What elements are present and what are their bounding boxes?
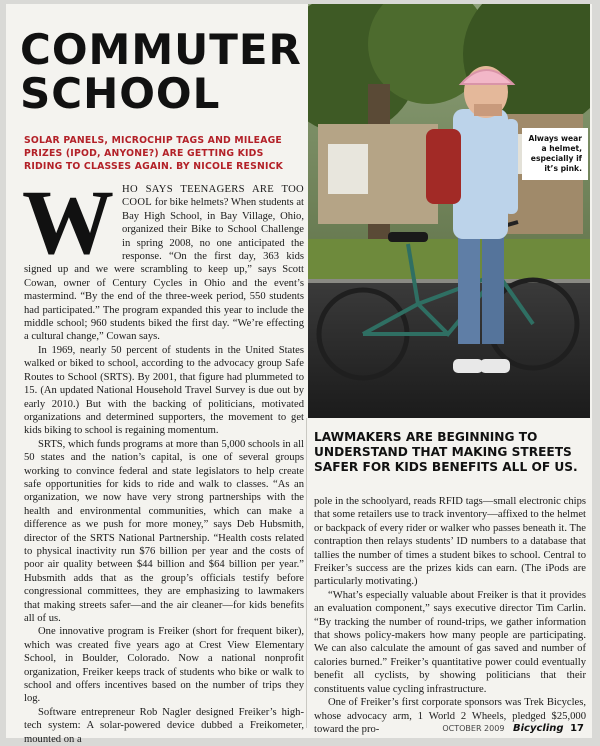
page-footer <box>442 723 584 734</box>
paragraph-4: One innovative program is Freiker (short for frequent biker), which was created five years ago at Crest View Elementary School, in Boulder, Colorado. Now a national nonprofit organization, Freiker keeps track of students who bike or walk to school and offers incentives based on the number of trips they log. <box>24 626 304 705</box>
paragraph-2: In 1969, nearly 50 percent of students in the United States walked or biked to school, according to the advocacy group Safe Routes to School (SRTS). By 2001, that figure had plummeted to 15. (An updated National Household Travel Survey is due out by early 2010.) But with the backing of politicians, motivated organizations and determined supporters, the movement to get kids biking to school is regaining momentum. <box>24 344 304 437</box>
lead-text: for bike helmets? When students at Bay High School, in Bay Village, Ohio, organized their Bike to School Challenge in spring 2008, no one anticipated the response. “On the first day, 363 kids signed up and we were scrambling to keep up,” says Scott Cowan, owner of Century Cycles in Ohio and the event’s mastermind. “By the end of the three-week period, 550 students had participated.” The program expanded this year to include the middle school; 960 students biked the first day. “We’re effecting a cultural change,” Cowan says. <box>24 197 304 343</box>
photo-caption: Always wear a helmet, especially if it’s pink. <box>522 128 588 180</box>
photo-illustration <box>308 4 590 418</box>
paragraph-right-1: pole in the schoolyard, reads RFID tags—small electronic chips that some retailers use to track inventory—affixed to the helmet or backpack of every rider or walker who passes beneath it. The contraption then relays students’ ID numbers to a database that tallies the number of times a student bikes to school. Central to Freiker’s success are the prizes kids can earn. (The iPods are particularly motivating.) <box>314 496 586 588</box>
paragraph-right-3: One of Freiker’s first corporate sponsors was Trek Bicycles, whose advocacy arm, 1 World 2 Wheels, pledged $25,000 toward the pro- <box>314 697 586 735</box>
article-body-right <box>314 495 586 736</box>
headline-line-2: SCHOOL <box>20 69 221 118</box>
article-photo <box>308 4 590 418</box>
paragraph-right-2: “What’s especially valuable about Freiker is that it provides an evaluation component,” says executive director Tim Carlin. “By tracking the number of round-trips, we gather information that shows policy-makers how many people are participating. We can also calculate the amount of gas saved and number of calories burned.” Freiker’s quantitative power could eventually benefit all cyclists, by showing politicians that their constituents value cycling infrastructure. <box>314 589 586 695</box>
drop-cap: W <box>22 171 114 273</box>
lead-paragraph <box>22 171 304 344</box>
article-dek: SOLAR PANELS, MICROCHIP TAGS AND MILEAGE PRIZES (IPOD, ANYONE?) ARE GETTING KIDS RIDING TO CLASSES AGAIN. BY NICOLE RESNICK <box>24 135 284 172</box>
pull-quote: LAWMAKERS ARE BEGINNING TO UNDERSTAND THAT MAKING STREETS SAFER FOR KIDS BENEFITS ALL OF US. <box>314 430 578 474</box>
lead-caps: HO SAYS TEENAGERS ARE TOO COOL <box>122 184 304 209</box>
article-column-left <box>18 10 304 745</box>
article-headline <box>20 25 304 118</box>
page-number: 17 <box>570 723 584 734</box>
issue-date: OCTOBER 2009 <box>442 724 505 733</box>
magazine-page <box>6 4 592 745</box>
column-divider <box>306 418 307 728</box>
magazine-name: Bicycling <box>512 723 564 734</box>
headline-line-1: COMMUTER <box>20 25 302 74</box>
paragraph-3: SRTS, which funds programs at more than 5,000 schools in all 50 states and the nation’s capital, is one of several groups working to convince federal and state legislators to help create safe opportunities for kids to ride and walk to classes. “As an organization, we now have very strong partnerships with the health and environmental communities, which can make a difference as we push for more money,” says Deb Hubsmith, director of the SRTS National Partnership. “Health costs related to physical inactivity run $76 billion per year and the costs of poor air quality between $44 billion and $64 billion per year.” Hubsmith adds that as the group’s officials testify before congressional committees, they are emphasizing to lawmakers that making streets safer—and the air cleaner—for kids benefits all of us. <box>24 438 304 624</box>
paragraph-5: Software entrepreneur Rob Nagler designed Freiker’s high-tech system: A solar-powered device dubbed a Freikometer, mounted on a <box>24 706 304 745</box>
article-body-left <box>22 171 304 746</box>
